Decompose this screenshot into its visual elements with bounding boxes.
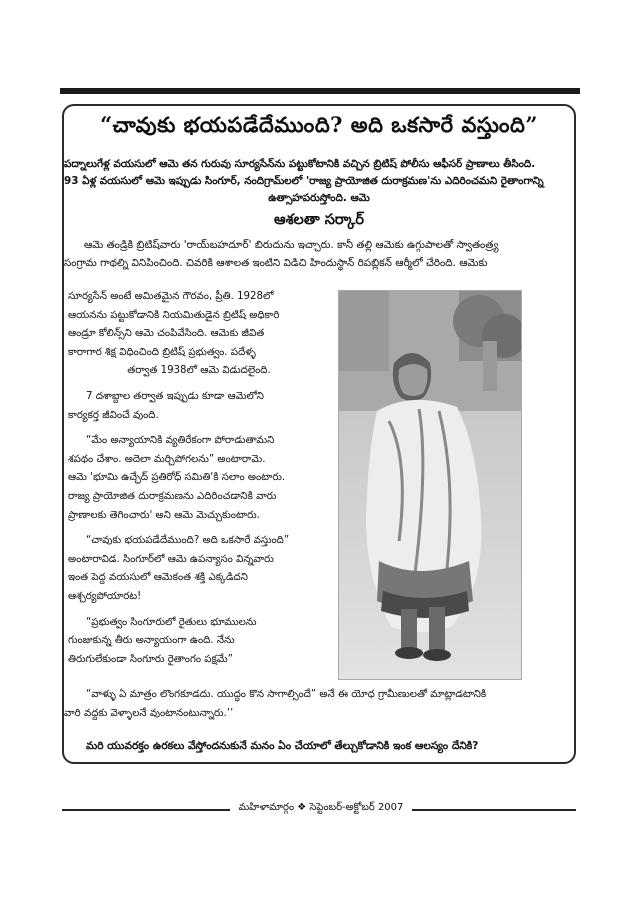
intro-block	[64, 156, 574, 207]
author-name: ఆశలతా సర్కార్	[274, 212, 364, 228]
intro-line: 93 ఏళ్ల వయసులో ఆమె ఇప్పుడు సింగూర్, నందిగ్రామ్‌లలో 'రాజ్య ప్రాయోజిత దురాక్రమణ'ను ఎదిరించమని రైతాంగాన్ని	[64, 175, 544, 187]
text-line: ఆండ్రూ కోలిన్స్‌ని ఆమె చంపివేసింది. ఆమెకు జీవిత	[68, 328, 265, 340]
closing-quote	[64, 686, 574, 723]
footer-rule-left	[62, 809, 230, 811]
paragraph	[68, 288, 330, 381]
text-line: ప్రాణాలకు తెగించారు' అని ఆమె మెచ్చుకుంటారు.	[68, 509, 260, 521]
text-line: శపథం చేశాం. అదెలా మర్చిపోగలను” అంటారామె.	[68, 453, 266, 465]
lead-paragraph	[64, 236, 574, 272]
paragraph	[68, 614, 330, 670]
portrait-photo	[338, 290, 522, 680]
article-headline: “చావుకు భయపడేదేముంది? అది ఒకసారే వస్తుంది”	[100, 112, 538, 137]
text-line: ఇంత పెద్ద వయసులో ఆమెకంత శక్తి ఎక్కడిదని	[68, 572, 248, 584]
text-line: “మేం అన్యాయానికి వ్యతిరేకంగా పోరాడుతామని	[86, 435, 275, 447]
text-line: వారి వద్దకు వెళ్ళాలనే వుంటానంటున్నారు.’’	[64, 707, 234, 719]
text-line: ఆశ్చర్యపోయారట!	[68, 590, 142, 602]
footer-text: మహిళామార్గం ❖ సెప్టెంబర్-అక్టోబర్ 2007	[238, 802, 404, 813]
portrait-photo-illustration	[339, 291, 522, 680]
text-line: ఆయనను పట్టుకోడానికి నియమితుడైన బ్రిటిష్ అధికారి	[68, 309, 280, 321]
closing-question: మరి యువరక్తం ఉరకలు వేస్తోందనుకునే మనం ఏం చేయాలో తేల్చుకోడానికి ఇంక ఆలస్యం దేనికి?	[86, 740, 479, 752]
top-rule	[60, 88, 580, 94]
text-line: తిరుగులేకుండా సింగూరు రైతాంగం పక్షమే”	[68, 653, 233, 665]
text-line: ఆమె తండ్రికి బ్రిటిష్‌వారు 'రాయ్‌బహదూర్' బిరుదును ఇచ్చారు. కానీ తల్లి ఆమెకు ఉగ్గుపాలతో స్వాతంత్ర్య	[84, 239, 499, 251]
page-footer	[62, 800, 576, 820]
text-line: “వాళ్ళు ఏ మాత్రం లొంగకూడదు. యుద్ధం కొన సాగాల్సిందే” అనే ఈ యోధ గ్రామీణులతో మాట్లాడటానికి	[86, 689, 487, 700]
intro-line: పద్నాలుగేళ్ల వయసులో ఆమె తన గురువు సూర్యసేన్‌ను పట్టుకోటానికి వచ్చిన బ్రిటిష్ పోలీసు ఆఫీసర్ ప్రాణాలు తీసింది.	[64, 158, 536, 170]
paragraph	[68, 532, 330, 606]
text-line: సూర్యసేన్ అంటే అమితమైన గౌరవం, ప్రీతి. 1928లో	[68, 291, 274, 302]
left-column	[68, 288, 330, 676]
paragraph	[68, 432, 330, 525]
footer-rule-right	[412, 809, 576, 811]
text-line: సంగ్రామ గాథల్ని వినిపించింది. చివరికి ఆశాలత ఇంటిని విడిచి హిందుస్థాన్ రిపబ్లికన్ ఆర్మీలో చేరింది. ఆమెకు	[64, 257, 488, 269]
text-line: కారాగార శిక్ష విధించింది బ్రిటిష్ ప్రభుత్వం. పదేళ్ళ	[68, 346, 256, 358]
text-line: తర్వాత 1938లో ఆమె విడుదలైంది.	[127, 365, 271, 377]
text-line: “చావుకు భయపడేదేముంది? అది ఒకసారే వస్తుంది”	[86, 535, 290, 547]
text-line: “ప్రభుత్వం సింగూరులో రైతులు భూములను	[86, 616, 257, 628]
text-line: కార్యకర్త జీవించే వుంది.	[68, 409, 159, 421]
paragraph	[68, 388, 330, 425]
intro-line: ఉత్సాహపరుస్తోంది. ఆమె	[268, 192, 370, 204]
text-line: అంటారావిడ. సింగూర్‌లో ఆమె ఉపన్యాసం విన్నవారు	[68, 553, 274, 565]
text-line: 7 దశాబ్దాల తర్వాత ఇప్పుడు కూడా ఆమెలోని	[86, 390, 264, 402]
text-line: గుంజుకున్న తీరు అన్యాయంగా ఉంది. నేను	[68, 635, 235, 647]
text-line: రాజ్య ప్రాయోజిత దురాక్రమణను ఎదిరించడానికి వారు	[68, 490, 277, 502]
text-line: ఆమె 'భూమి ఉచ్ఛేద్ ప్రతిరోధ్ సమితి'కి సలాం అంటారు.	[68, 472, 286, 484]
